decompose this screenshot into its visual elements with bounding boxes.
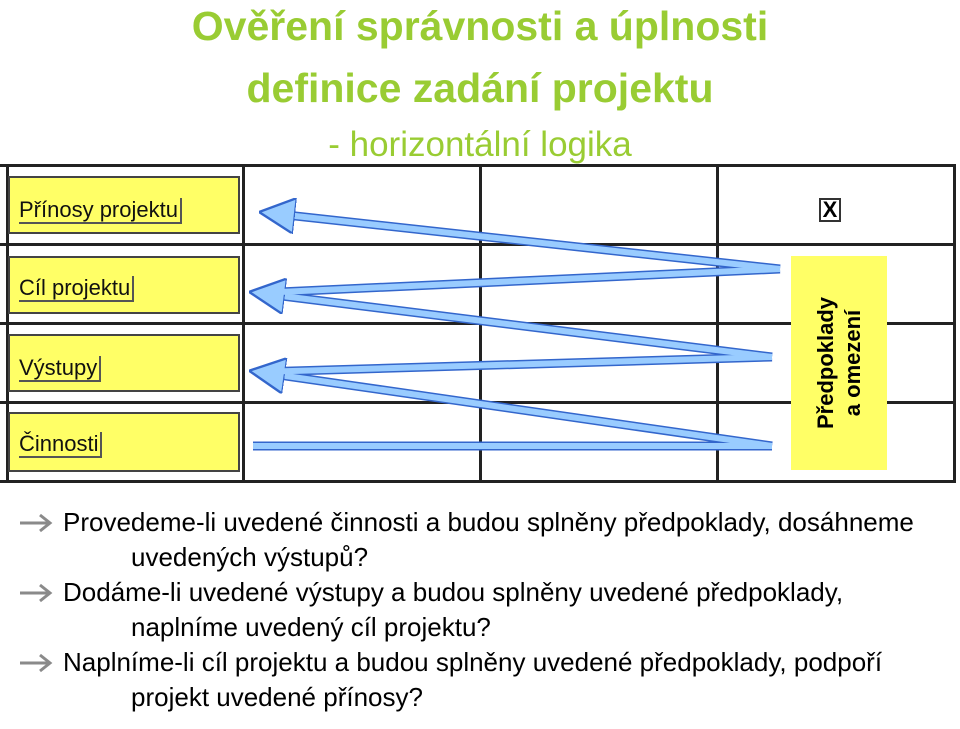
question-text: Dodáme-li uvedené výstupy a budou splněny uvedené předpoklady, naplníme uvedený cíl projektu?: [63, 577, 844, 642]
subtitle: - horizontální logika: [328, 125, 632, 164]
arrow-right-icon: [18, 651, 58, 675]
question-list: [18, 505, 948, 715]
x-mark: X: [819, 198, 841, 222]
row-label-text: Cíl projektu: [19, 276, 134, 302]
question-text: Provedeme-li uvedené činnosti a budou splněny předpoklady, dosáhneme uvedených výstupů?: [63, 507, 914, 572]
row-label-text: Činnosti: [19, 432, 102, 458]
row-label-text: Výstupy: [19, 356, 101, 382]
arrow-right-icon: [18, 511, 58, 535]
assumptions-line-2: a omezení: [840, 309, 865, 417]
question-item: [18, 505, 948, 575]
arrow-outputs-right: [258, 357, 772, 372]
arrow-to-benefits: [268, 213, 780, 269]
title-line-1: Ověření správnosti a úplnosti: [191, 3, 769, 49]
arrow-right-icon: [18, 581, 58, 605]
arrow-to-goal: [258, 293, 772, 357]
question-text: Naplníme-li cíl projektu a budou splněny uvedené předpoklady, podpoří projekt uvedené přínosy?: [63, 647, 883, 712]
assumptions-line-1: Předpoklady: [813, 296, 838, 430]
question-item: [18, 645, 948, 715]
question-item: [18, 575, 948, 645]
row-label-text: Přínosy projektu: [19, 198, 182, 224]
arrow-to-outputs: [258, 372, 772, 446]
arrow-goal-right: [258, 269, 780, 293]
title-line-2: definice zadání projektu: [246, 65, 714, 111]
